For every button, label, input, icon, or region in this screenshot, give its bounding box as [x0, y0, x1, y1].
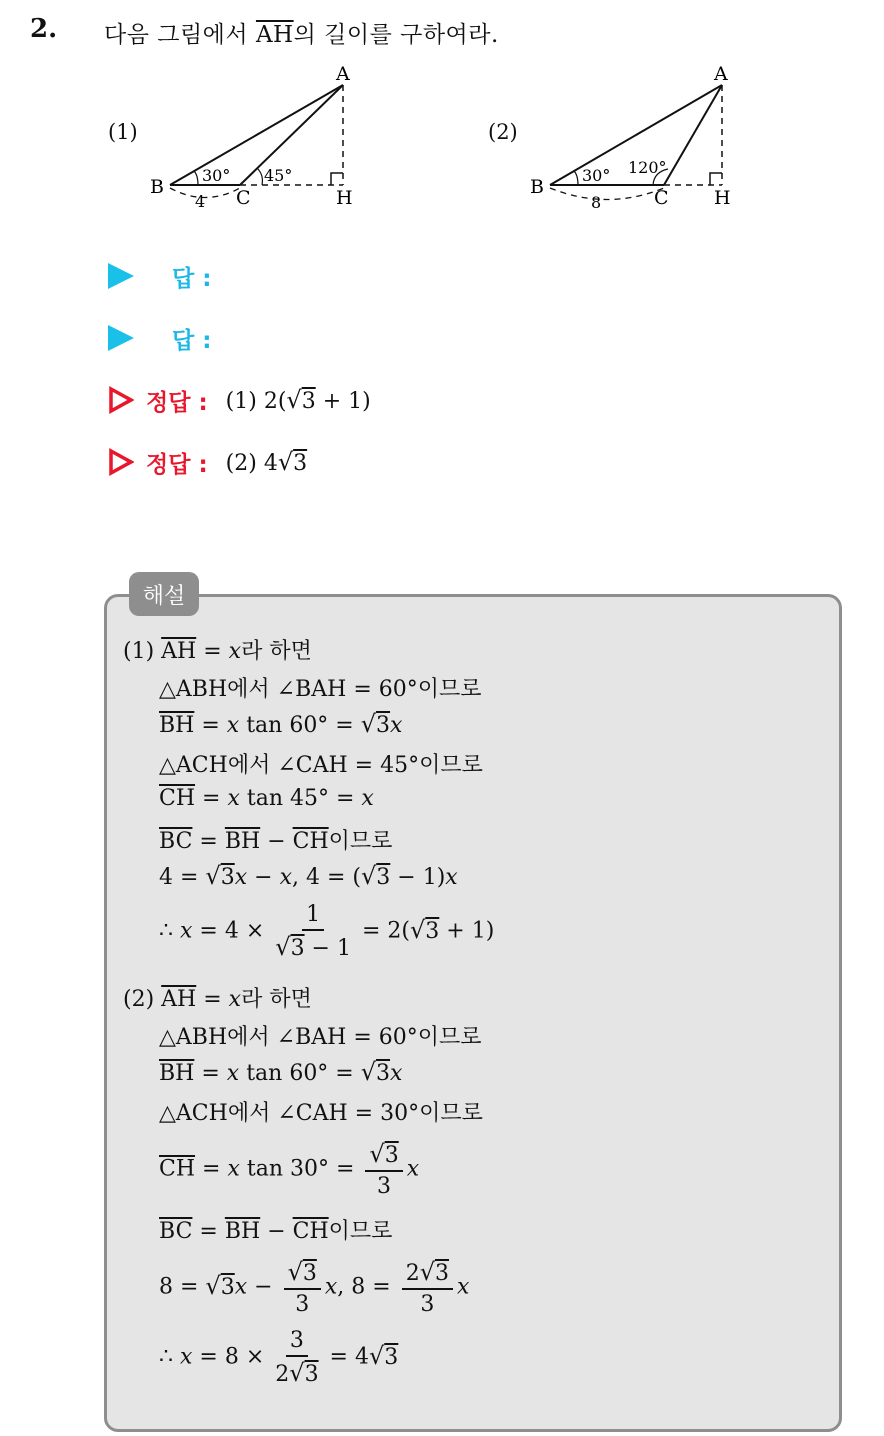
solution-line: 8 = √3x − $\frac{√3}{3}$ x, 8 = $\frac{2√3}{3}$ x — [159, 1258, 470, 1317]
solution-tag: 해설 — [129, 572, 199, 616]
solution-line: ∴ x = 4 × $\frac{1}{√3 - 1}$ = 2(√3 + 1) — [159, 902, 495, 961]
play-icon — [108, 263, 134, 289]
vertex-h: H — [714, 187, 731, 209]
answer-label: 답 : — [172, 265, 212, 292]
solution-line: △ABH에서 ∠BAH = 60°이므로 — [159, 1025, 482, 1050]
solution-line: $\overline{CH} = x$ tan 45° = x — [159, 786, 374, 811]
correct-answer-row-2 — [108, 444, 307, 480]
correct-answer-row-1 — [108, 382, 371, 418]
angle-label-c: 120° — [628, 158, 667, 177]
play-icon — [108, 325, 134, 351]
figure-2-label: (2) — [488, 120, 518, 144]
solution-line: △ABH에서 ∠BAH = 60°이므로 — [159, 677, 482, 702]
play-outline-icon — [108, 386, 134, 414]
solution-line: $\overline{BC} = \overline{BH} - \overline{CH}$이므로 — [159, 829, 393, 854]
answer-label: 답 : — [172, 327, 212, 354]
vertex-b: B — [150, 176, 164, 198]
vertex-c: C — [654, 187, 669, 209]
solution-line: $\overline{CH} = x$ tan 30° = $\frac{√3}{3}$ x — [159, 1140, 420, 1199]
figure-2-diagram — [520, 55, 760, 215]
play-outline-icon — [108, 448, 134, 476]
vertex-c: C — [236, 187, 251, 209]
solution-line: (2) $\overline{AH} = x$라 하면 — [123, 987, 312, 1012]
solution-line: ∴ x = 8 × $\frac{3}{2√3}$ = 4√3 — [159, 1328, 399, 1387]
vertex-b: B — [530, 176, 544, 198]
question-text: 다음 그림에서 $\overline{AH}$의 길이를 구하여라. — [104, 22, 499, 48]
solution-line: $\overline{BH} = x$ tan 60° = √3x — [159, 710, 403, 738]
answer-row-1 — [108, 258, 211, 294]
figure-1-diagram — [140, 55, 380, 215]
vertex-a: A — [714, 63, 728, 85]
solution-line: $\overline{BH} = x$ tan 60° = √3x — [159, 1058, 403, 1086]
correct-answer-2: (2) 4√3 — [225, 448, 308, 476]
vertex-h: H — [336, 187, 353, 209]
solution-line: $\overline{BC} = \overline{BH} - \overline{CH}$이므로 — [159, 1219, 393, 1244]
answer-row-2 — [108, 320, 211, 356]
question-number: 2. — [30, 14, 58, 44]
solution-line: △ACH에서 ∠CAH = 45°이므로 — [159, 753, 483, 778]
correct-answer-1: (1) 2(√3 + 1) — [225, 386, 371, 414]
correct-answer-label: 정답 : — [146, 389, 208, 416]
solution-line: 4 = √3x − x, 4 = (√3 − 1)x — [159, 862, 458, 890]
vertex-a: A — [336, 63, 350, 85]
side-label-bc: 4 — [195, 192, 206, 211]
figure-1-label: (1) — [108, 120, 138, 144]
solution-line: (1) $\overline{AH} = x$라 하면 — [123, 639, 312, 664]
side-label-bc: 8 — [591, 193, 602, 212]
correct-answer-label: 정답 : — [146, 451, 208, 478]
angle-label-c: 45° — [264, 166, 293, 185]
angle-label-b: 30° — [202, 166, 231, 185]
angle-label-b: 30° — [582, 166, 611, 185]
solution-line: △ACH에서 ∠CAH = 30°이므로 — [159, 1101, 483, 1126]
